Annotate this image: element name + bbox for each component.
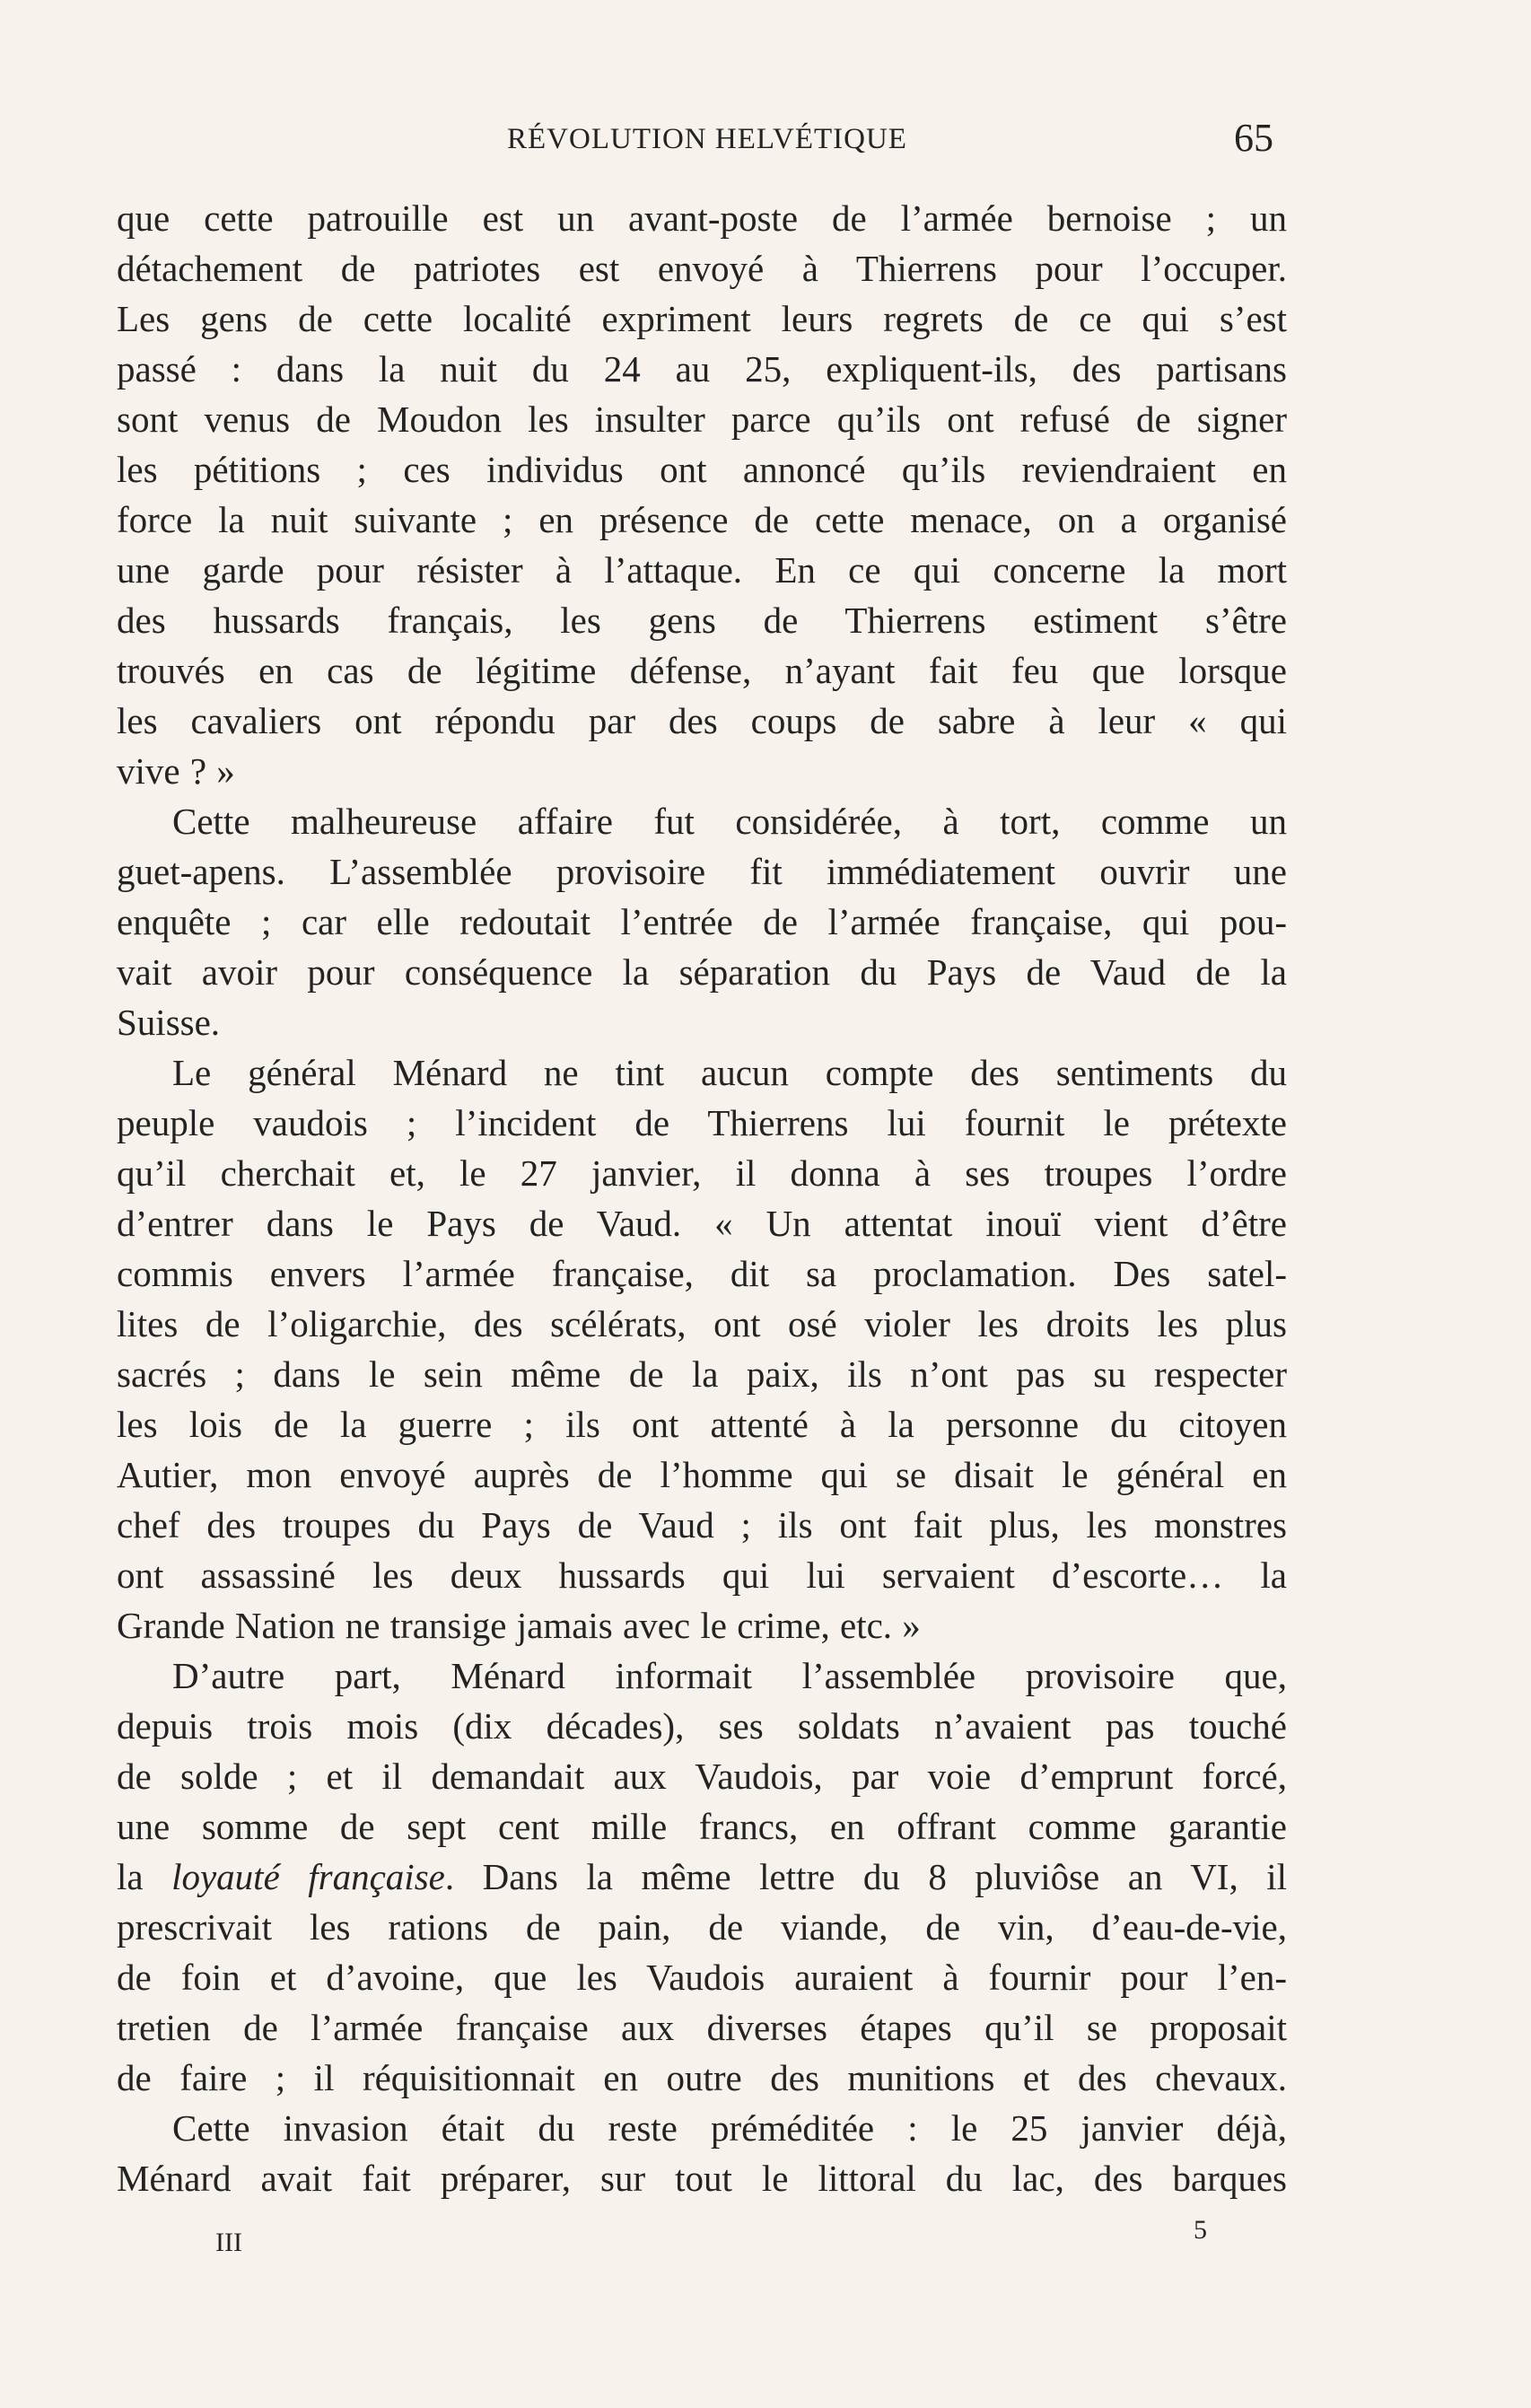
text-line: depuis trois mois (dix décades), ses soldats n’avaient pas touché [117,1705,1287,1747]
text-line: une garde pour résister à l’attaque. En ce qui concerne la mort [117,549,1287,591]
text-line-with-italic [117,1852,1287,1902]
page-number: 65 [1234,116,1273,160]
text-line: enquête ; car elle redoutait l’entrée de l’armée française, qui pou- [117,901,1287,942]
signature-mark: III [215,2228,242,2257]
text-line: passé : dans la nuit du 24 au 25, expliquent-ils, des partisans [117,348,1287,390]
text-line: chef des troupes du Pays de Vaud ; ils ont fait plus, les monstres [117,1504,1287,1545]
text-line: d’entrer dans le Pays de Vaud. « Un attentat inouï vient d’être [117,1203,1287,1244]
text-line: Ménard avait fait préparer, sur tout le littoral du lac, des barques [117,2158,1287,2199]
text-line: de solde ; et il demandait aux Vaudois, par voie d’emprunt forcé, [117,1756,1287,1797]
text-line: Suisse. [117,1002,221,1043]
text-line: guet-apens. L’assemblée provisoire fit immédiatement ouvrir une [117,851,1287,892]
text-line: sont venus de Moudon les insulter parce qu’ils ont refusé de signer [117,398,1287,440]
text-line: lites de l’oligarchie, des scélérats, ont osé violer les droits les plus [117,1303,1287,1344]
italic-phrase: loyauté française [171,1856,445,1897]
text-line: vait avoir pour conséquence la séparation du Pays de Vaud de la [117,951,1287,993]
text-line: peuple vaudois ; l’incident de Thierrens lui fournit le prétexte [117,1102,1287,1143]
text-line: commis envers l’armée française, dit sa proclamation. Des satel- [117,1253,1287,1294]
sheet-number: 5 [1194,2215,1207,2245]
paragraph-start-line: D’autre part, Ménard informait l’assemblée provisoire que, [172,1655,1287,1696]
text-line: force la nuit suivante ; en présence de cette menace, on a organisé [117,499,1287,540]
text-line: tretien de l’armée française aux diverses étapes qu’il se proposait [117,2007,1287,2048]
text-line: prescrivait les rations de pain, de viande, de vin, d’eau-de-vie, [117,1906,1287,1948]
text-line: les pétitions ; ces individus ont annoncé qu’ils reviendraient en [117,449,1287,490]
paragraph-start-line: Cette invasion était du reste préméditée : le 25 janvier déjà, [172,2107,1287,2149]
text-line: de foin et d’avoine, que les Vaudois auraient à fournir pour l’en- [117,1957,1287,1998]
text-line: les lois de la guerre ; ils ont attenté à la personne du citoyen [117,1404,1287,1445]
text-line: sacrés ; dans le sein même de la paix, ils n’ont pas su respecter [117,1353,1287,1395]
text-line: détachement de patriotes est envoyé à Thierrens pour l’occuper. [117,248,1287,289]
text-line: que cette patrouille est un avant-poste de l’armée bernoise ; un [117,197,1287,239]
body-text [117,193,1287,2203]
text-line: Grande Nation ne transige jamais avec le crime, etc. » [117,1605,921,1646]
paragraph-start-line: Le général Ménard ne tint aucun compte des sentiments du [172,1052,1287,1093]
paragraph-start-line: Cette malheureuse affaire fut considérée, à tort, comme un [172,801,1287,842]
running-title: RÉVOLUTION HELVÉTIQUE [507,123,907,155]
text-fragment: . Dans la même lettre du 8 pluviôse an VI, il [444,1856,1287,1897]
text-line: Les gens de cette localité expriment leurs regrets de ce qui s’est [117,298,1287,339]
text-fragment: la [117,1856,144,1897]
text-line: les cavaliers ont répondu par des coups de sabre à leur « qui [117,700,1287,741]
text-line: ont assassiné les deux hussards qui lui servaient d’escorte… la [117,1554,1287,1596]
text-line: trouvés en cas de légitime défense, n’ayant fait feu que lorsque [117,650,1287,691]
text-line: de faire ; il réquisitionnait en outre des munitions et des chevaux. [117,2057,1287,2098]
text-line: une somme de sept cent mille francs, en offrant comme garantie [117,1806,1287,1847]
text-line: vive ? » [117,750,235,792]
text-line: des hussards français, les gens de Thierrens estiment s’être [117,600,1287,641]
text-line: qu’il cherchait et, le 27 janvier, il donna à ses troupes l’ordre [117,1152,1287,1194]
text-line: Autier, mon envoyé auprès de l’homme qui se disait le général en [117,1454,1287,1495]
